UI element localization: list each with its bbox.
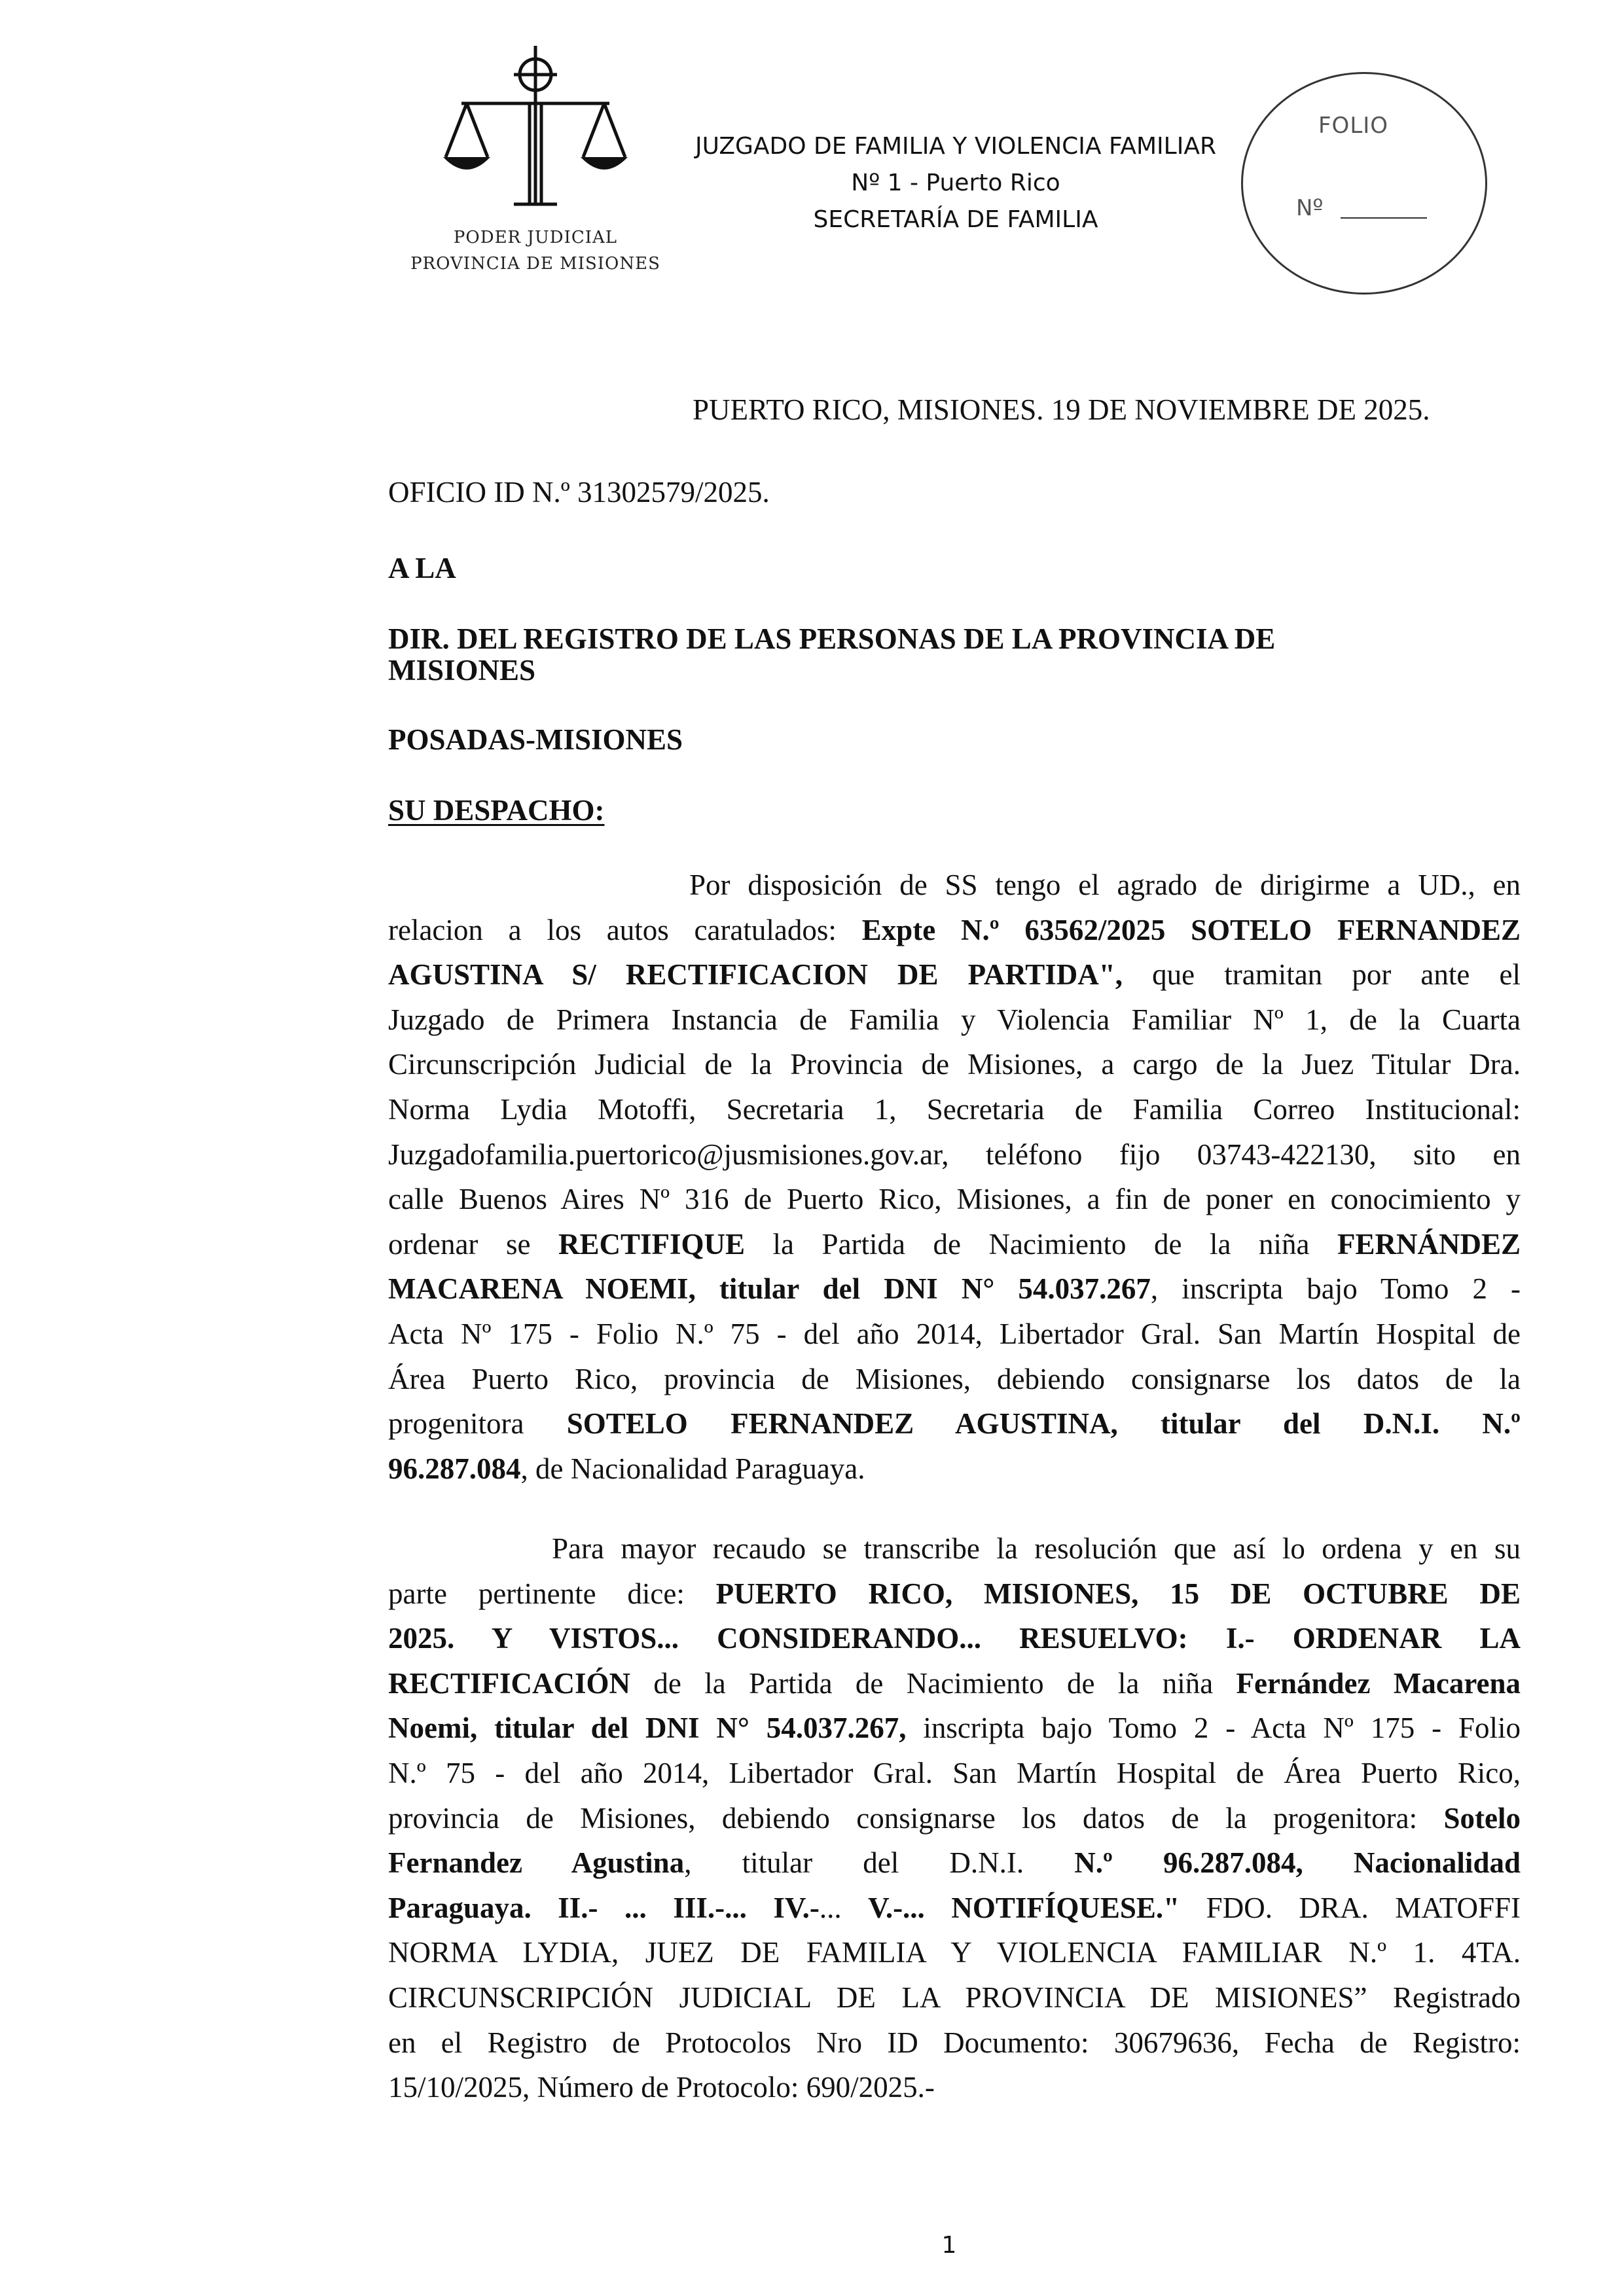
bold-text-run: RECTIFIQUE [558, 1227, 746, 1261]
text-line [388, 1357, 1521, 1402]
bold-text-run: FERNÁNDEZ [1337, 1227, 1521, 1261]
text-run: la Partida de Nacimiento de la niña [745, 1227, 1337, 1261]
court-header [668, 128, 1244, 238]
recipient-line-1: DIR. DEL REGISTRO DE LAS PERSONAS DE LA PROVINCIA DE [388, 622, 1276, 655]
text-run: parte pertinente dice: [388, 1577, 716, 1610]
bold-text-run: Noemi, titular del DNI N° 54.037.267, [388, 1712, 907, 1745]
text-line [388, 1132, 1521, 1177]
scales-of-justice-icon [441, 41, 630, 217]
text-run: provincia de Misiones, debiendo consignarse los datos de la progenitora: [388, 1801, 1444, 1835]
place-date: PUERTO RICO, MISIONES. 19 DE NOVIEMBRE DE 2025. [693, 393, 1430, 426]
bold-text-run: SOTELO FERNANDEZ AGUSTINA, titular del D.N.I. N.º [566, 1407, 1521, 1441]
text-run: Juzgadofamilia.puertorico@jusmisiones.gov.ar, teléfono fijo 03743-422130, sito en [388, 1138, 1521, 1171]
bold-text-run: RECTIFICACIÓN [388, 1666, 631, 1700]
text-run: progenitora [388, 1407, 567, 1441]
text-run: , de Nacionalidad Paraguaya. [520, 1452, 865, 1485]
text-run: FDO. DRA. MATOFFI [1180, 1891, 1521, 1924]
text-run: Norma Lydia Motoffi, Secretaria 1, Secretaria de Familia Correo Institucional: [388, 1092, 1521, 1126]
text-line [388, 1312, 1521, 1357]
text-line [388, 1751, 1521, 1796]
text-run: Acta Nº 175 - Folio N.º 75 - del año 2014, Libertador Gral. San Martín Hospital de [388, 1317, 1521, 1350]
bold-text-run: MACARENA NOEMI, titular del DNI N° 54.037.267 [388, 1272, 1151, 1306]
oficio-id: OFICIO ID N.º 31302579/2025. [388, 476, 770, 509]
text-run: , titular del D.N.I. [684, 1846, 1075, 1880]
folio-number-label: Nº [1296, 195, 1324, 221]
text-run: en el Registro de Protocolos Nro ID Documento: 30679636, Fecha de Registro: [388, 2026, 1521, 2059]
text-line [388, 1177, 1521, 1222]
text-run: Área Puerto Rico, provincia de Misiones, debiendo consignarse los datos de la [388, 1362, 1521, 1395]
folio-number-blank [1341, 217, 1427, 219]
text-line [388, 2020, 1521, 2066]
seal-caption-1: PODER JUDICIAL [453, 228, 618, 247]
text-line [388, 1840, 1521, 1886]
text-line [388, 1266, 1521, 1312]
text-run: Circunscripción Judicial de la Provincia de Misiones, a cargo de la Juez Titular Dra. [388, 1048, 1521, 1081]
bold-text-run: 96.287.084 [388, 1452, 521, 1485]
text-line [388, 1975, 1521, 2020]
bold-text-run: Expte N.º 63562/2025 SOTELO FERNANDEZ [861, 913, 1521, 946]
body-paragraph-2 [388, 1526, 1521, 2110]
text-run: inscripta bajo Tomo 2 - Acta Nº 175 - Folio [906, 1712, 1521, 1745]
bold-text-run: N.º 96.287.084, Nacionalidad [1074, 1846, 1521, 1880]
text-line [388, 1930, 1521, 1975]
court-secretariat: SECRETARÍA DE FAMILIA [813, 206, 1098, 233]
text-line [388, 1796, 1521, 1841]
text-line [388, 1401, 1521, 1446]
text-line [388, 997, 1521, 1043]
text-line [388, 2065, 1521, 2110]
text-run: CIRCUNSCRIPCIÓN JUDICIAL DE LA PROVINCIA DE MISIONES” Registrado [388, 1981, 1521, 2014]
text-run: Juzgado de Primera Instancia de Familia y Violencia Familiar Nº 1, de la Cuarta [388, 1003, 1521, 1036]
recipient-office: SU DESPACHO: [388, 794, 605, 827]
text-line [388, 952, 1521, 997]
folio-label: FOLIO [1318, 113, 1389, 139]
text-line [388, 1042, 1521, 1087]
text-run: de la Partida de Nacimiento de la niña [630, 1666, 1236, 1700]
bold-text-run: Fernandez Agustina [388, 1846, 685, 1880]
bold-text-run: PUERTO RICO, MISIONES, 15 DE OCTUBRE DE [715, 1577, 1521, 1610]
court-number: Nº 1 - Puerto Rico [851, 170, 1060, 196]
text-line [388, 1526, 1521, 1571]
text-line [388, 908, 1521, 953]
text-line [388, 1446, 1521, 1492]
text-run: NORMA LYDIA, JUEZ DE FAMILIA Y VIOLENCIA FAMILIAR N.º 1. 4TA. [388, 1936, 1521, 1969]
text-line [388, 1616, 1521, 1661]
text-line [388, 1571, 1521, 1617]
bold-text-run: AGUSTINA S/ RECTIFICACION DE PARTIDA", [388, 958, 1123, 992]
bold-text-run: 2025. Y VISTOS... CONSIDERANDO... RESUELVO: I.- ORDENAR LA [388, 1622, 1521, 1655]
text-run: ordenar se [388, 1227, 558, 1261]
text-line [388, 1087, 1521, 1132]
text-run: relacion a los autos caratulados: [388, 913, 862, 946]
text-run: calle Buenos Aires Nº 316 de Puerto Rico, Misiones, a fin de poner en conocimiento y [388, 1183, 1521, 1216]
text-run: , inscripta bajo Tomo 2 - [1150, 1272, 1521, 1306]
bold-text-run: Paraguaya. II.- ... III.-... IV.- [388, 1891, 820, 1924]
bold-text-run: Sotelo [1443, 1801, 1521, 1835]
seal-caption-2: PROVINCIA DE MISIONES [410, 254, 660, 274]
text-run: ... [819, 1891, 869, 1924]
text-run: Por disposición de SS tengo el agrado de dirigirme a UD., en [689, 869, 1521, 901]
text-run: Para mayor recaudo se transcribe la resolución que así lo ordena y en su [552, 1532, 1521, 1565]
bold-text-run: V.-... NOTIFÍQUESE." [868, 1891, 1180, 1924]
text-line [388, 1222, 1521, 1267]
court-name: JUZGADO DE FAMILIA Y VIOLENCIA FAMILIAR [695, 133, 1216, 160]
text-run: N.º 75 - del año 2014, Libertador Gral. San Martín Hospital de Área Puerto Rico, [388, 1756, 1521, 1789]
text-line [388, 863, 1521, 908]
folio-circle [1241, 72, 1487, 295]
text-line [388, 1706, 1521, 1751]
text-run: 15/10/2025, Número de Protocolo: 690/2025.- [388, 2071, 935, 2104]
folio-stamp [1241, 72, 1487, 295]
text-run: que tramitan por ante el [1123, 958, 1521, 992]
text-line [388, 1661, 1521, 1706]
text-line [388, 1886, 1521, 1931]
court-seal [405, 41, 666, 289]
page-number: 1 [941, 2232, 957, 2259]
recipient-line-2: MISIONES [388, 654, 536, 687]
recipient-city: POSADAS-MISIONES [388, 723, 683, 756]
body-paragraph-1 [388, 863, 1521, 1491]
addressee-prefix: A LA [388, 552, 456, 584]
bold-text-run: Fernández Macarena [1236, 1666, 1521, 1700]
